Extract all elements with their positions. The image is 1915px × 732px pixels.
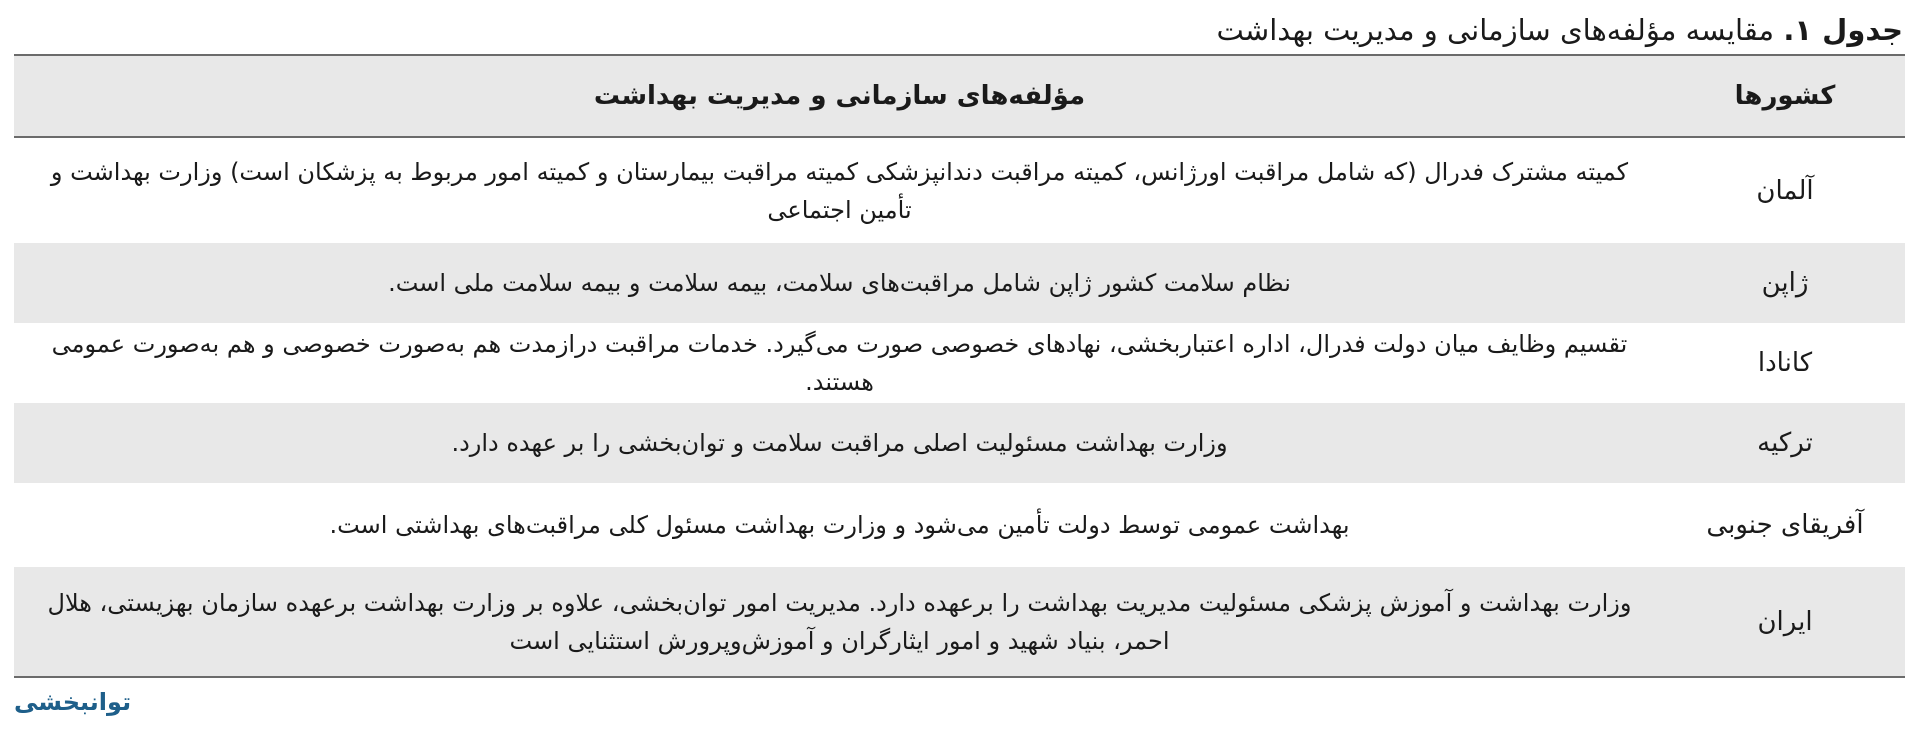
table-caption [1216,8,1903,52]
description-cell: وزارت بهداشت مسئولیت اصلی مراقبت سلامت و توان‌بخشی را بر عهده دارد. [14,403,1665,483]
table-header-row [14,55,1905,137]
header-country: کشورها [1665,55,1905,137]
description-cell: نظام سلامت کشور ژاپن شامل مراقبت‌های سلامت، بیمه سلامت و بیمه سلامت ملی است. [14,243,1665,323]
country-cell: ترکیه [1665,403,1905,483]
caption-title: مقایسه مؤلفه‌های سازمانی و مدیریت بهداشت [1216,13,1775,47]
table-row [14,483,1905,567]
description-cell: تقسیم وظایف میان دولت فدرال، اداره اعتباربخشی، نهادهای خصوصی صورت می‌گیرد. خدمات مراقبت درازمدت هم به‌صورت خصوصی و هم به‌صورت عمومی هستند. [51,330,1628,396]
description-cell: وزارت بهداشت و آموزش پزشکی مسئولیت مدیریت بهداشت را برعهده دارد. مدیریت امور توان‌بخشی، علاوه بر وزارت بهداشت برعهده سازمان بهزیستی، هلال احمر، بنیاد شهید و امور ایثارگران و آموزش‌وپرورش استثنایی است [14,567,1665,677]
caption-label: جدول ۱. [1783,13,1903,47]
table-row [14,567,1905,677]
country-cell: آلمان [1756,175,1814,206]
table-row [14,403,1905,483]
description-cell: بهداشت عمومی توسط دولت تأمین می‌شود و وزارت بهداشت مسئول کلی مراقبت‌های بهداشتی است. [329,511,1350,539]
table-row [14,137,1905,243]
journal-logo: توانبخشی [14,688,132,716]
table-row [14,323,1905,403]
comparison-table [14,54,1905,678]
description-cell: کمیته مشترک فدرال (که شامل مراقبت اورژانس، کمیته مراقبت دندانپزشکی کمیته مراقبت بیمارستان و کمیته امور مربوط به پزشکان است) وزارت بهداشت و تأمین اجتماعی [50,157,1629,224]
table-row [14,243,1905,323]
country-cell: کانادا [1757,348,1813,378]
country-cell: ژاپن [1665,243,1905,323]
header-components: مؤلفه‌های سازمانی و مدیریت بهداشت [14,55,1665,137]
country-cell: آفریقای جنوبی [1706,510,1864,540]
country-cell: ایران [1665,567,1905,677]
